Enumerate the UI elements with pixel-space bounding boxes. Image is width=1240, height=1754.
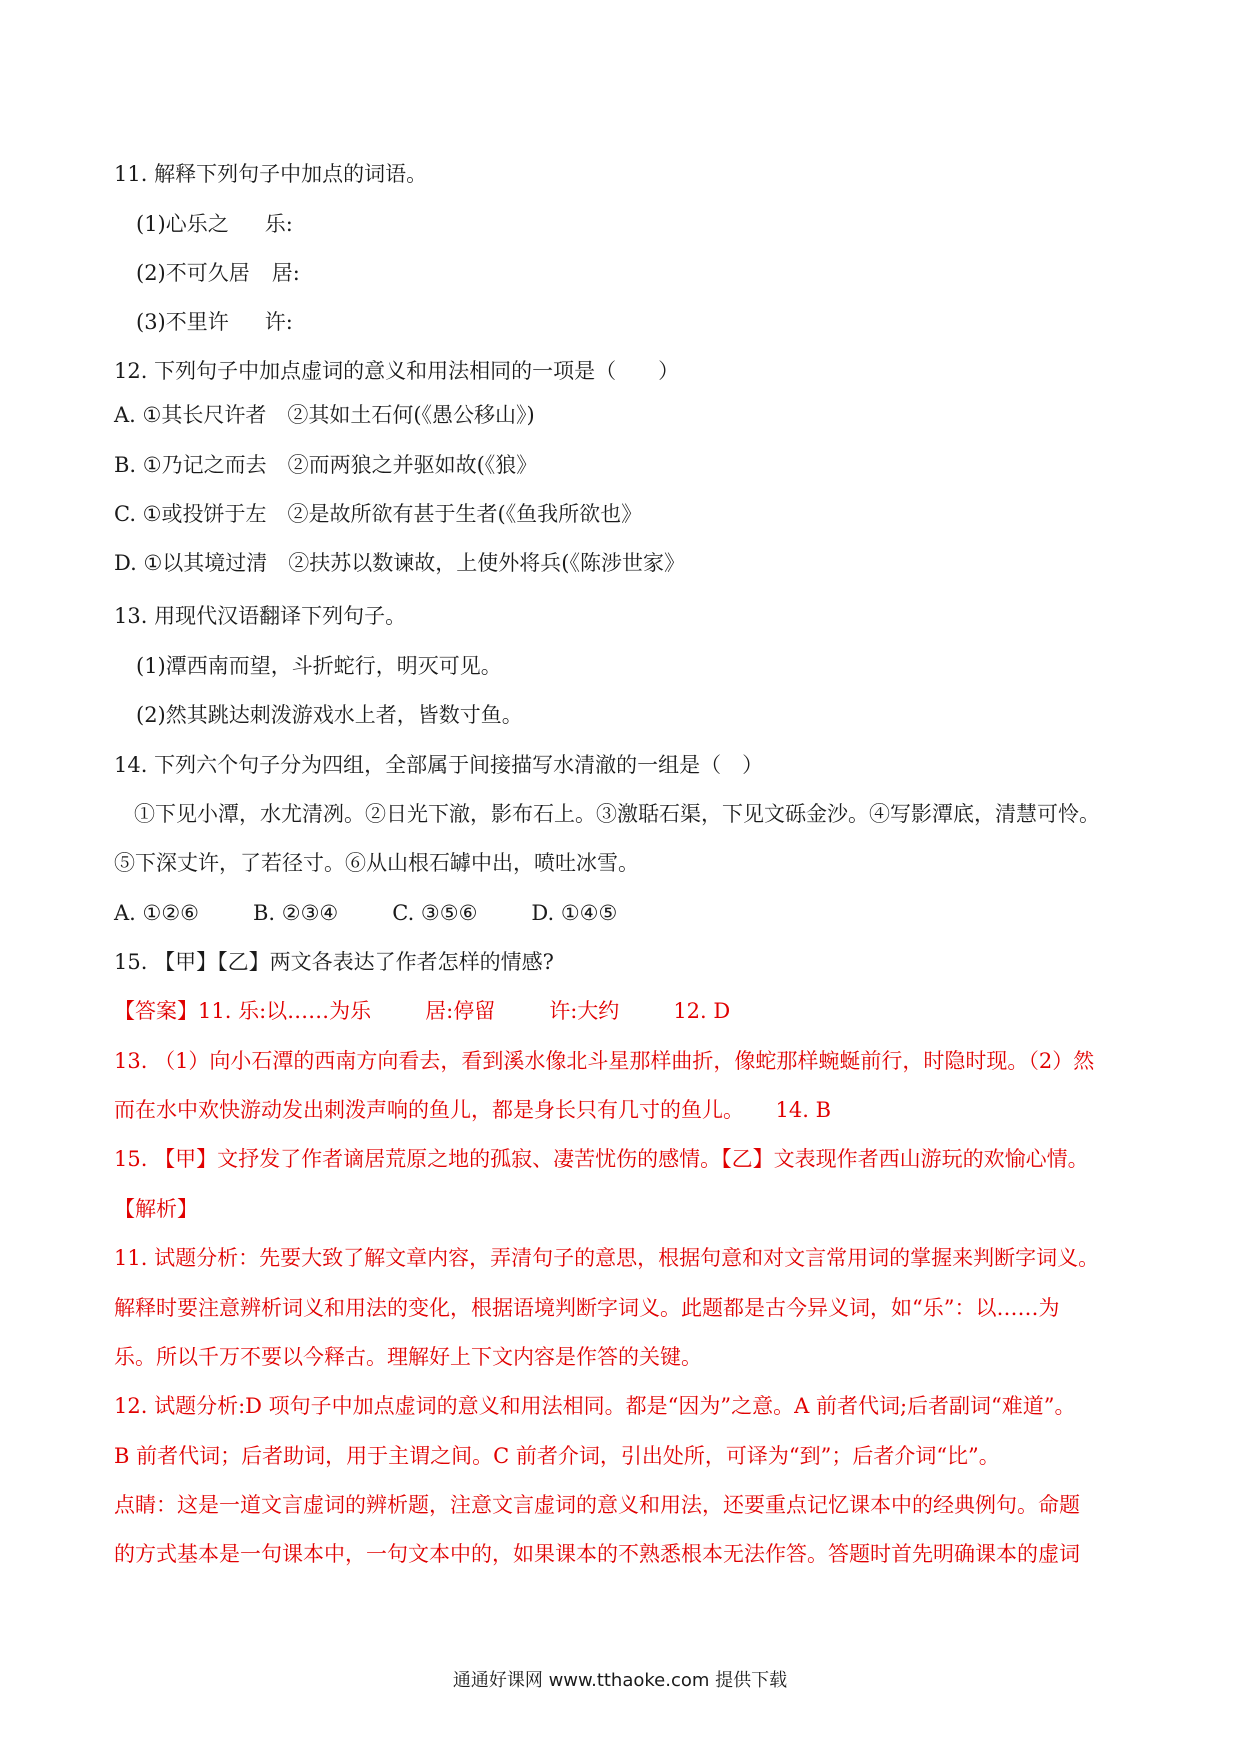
q14-option-a: A. ①②⑥ <box>114 901 199 925</box>
answer-11-ju: 居:停留 <box>425 999 496 1023</box>
q13-item-2: (2)然其跳达刺泼游戏水上者，皆数寸鱼。 <box>136 703 523 727</box>
page-footer: 通通好课网 www.tthaoke.com 提供下载 <box>452 1670 788 1691</box>
answer-12: 12. D <box>673 999 731 1023</box>
q13-item-1: (1)潭西南而望，斗折蛇行，明灭可见。 <box>136 654 502 678</box>
answer-line-3: 而在水中欢快游动发出刺泼声响的鱼儿，都是身长只有几寸的鱼儿。 14. B <box>114 1098 832 1122</box>
analysis-tag: 【解析】 <box>114 1197 198 1221</box>
answer-line-1 <box>114 997 730 1025</box>
analysis-11-line-1: 11. 试题分析：先要大致了解文章内容，弄清句子的意思，根据句意和对文言常用词的掌握来判断字词义。 <box>114 1246 1100 1270</box>
q12-option-c: C. ①或投饼于左 ②是故所欲有甚于生者(《鱼我所欲也》 <box>114 502 643 526</box>
answer-11-xu: 许:大约 <box>549 999 620 1023</box>
q12-option-b: B. ①乃记之而去 ②而两狼之并驱如故(《狼》 <box>114 453 538 477</box>
q12-title: 12. 下列句子中加点虚词的意义和用法相同的一项是（ ） <box>114 359 680 383</box>
analysis-12-line-2: B 前者代词；后者助词，用于主谓之间。C 前者介词，引出处所，可译为“到”；后者介词“比”。 <box>114 1444 1000 1468</box>
analysis-tip-line-2: 的方式基本是一句课本中，一句文本中的，如果课本的不熟悉根本无法作答。答题时首先明确课本的虚词 <box>114 1542 1080 1566</box>
q11-item-2-word: 居: <box>271 261 300 285</box>
q11-item-1-phrase: (1)心乐之 <box>136 212 229 236</box>
answer-tag: 【答案】 <box>114 999 198 1023</box>
q14-option-d: D. ①④⑤ <box>531 901 618 925</box>
answer-11-le: 11. 乐:以……为乐 <box>198 999 372 1023</box>
q14-sentences-line-1: ①下见小潭，水尤清冽。②日光下澈，影布石上。③激聒石渠，下见文砾金沙。④写影潭底，清慧可怜。 <box>134 802 1100 826</box>
q11-item-2-phrase: (2)不可久居 <box>136 261 250 285</box>
q11-item-3-phrase: (3)不里许 <box>136 310 229 334</box>
q11-item-1 <box>136 210 293 238</box>
q11-title: 11. 解释下列句子中加点的词语。 <box>114 162 428 186</box>
answer-line-2: 13. （1）向小石潭的西南方向看去，看到溪水像北斗星那样曲折，像蛇那样蜿蜒前行，时隐时现。（2）然 <box>114 1049 1095 1073</box>
q14-sentences-line-2: ⑤下深丈许，了若径寸。⑥从山根石罅中出，喷吐冰雪。 <box>114 851 639 875</box>
analysis-11-line-3: 乐。所以千万不要以今释古。理解好上下文内容是作答的关键。 <box>114 1345 702 1369</box>
q14-option-c: C. ③⑤⑥ <box>392 901 478 925</box>
q15-title: 15. 【甲】【乙】两文各表达了作者怎样的情感? <box>114 950 554 974</box>
analysis-11-line-2: 解释时要注意辨析词义和用法的变化，根据语境判断字词义。此题都是古今异义词，如“乐”：以……为 <box>114 1296 1060 1320</box>
answer-line-4: 15. 【甲】文抒发了作者谪居荒原之地的孤寂、凄苦忧伤的感情。【乙】文表现作者西山游玩的欢愉心情。 <box>114 1147 1089 1171</box>
q12-option-d: D. ①以其境过清 ②扶苏以数谏故，上使外将兵(《陈涉世家》 <box>114 551 685 575</box>
q14-options <box>114 899 617 927</box>
q11-item-3 <box>136 308 293 336</box>
analysis-tip-line-1: 点睛：这是一道文言虚词的辨析题，注意文言虚词的意义和用法，还要重点记忆课本中的经典例句。命题 <box>114 1493 1080 1517</box>
q11-item-3-word: 许: <box>264 310 293 334</box>
q14-title: 14. 下列六个句子分为四组，全部属于间接描写水清澈的一组是（ ） <box>114 753 764 777</box>
q11-item-2 <box>136 259 300 287</box>
analysis-12-line-1: 12. 试题分析:D 项句子中加点虚词的意义和用法相同。都是“因为”之意。A 前者代词;后者副词“难道”。 <box>114 1394 1076 1418</box>
q11-item-1-word: 乐: <box>264 212 293 236</box>
q13-title: 13. 用现代汉语翻译下列句子。 <box>114 604 407 628</box>
q14-option-b: B. ②③④ <box>253 901 339 925</box>
q12-option-a: A. ①其长尺许者 ②其如土石何(《愚公移山》) <box>114 403 535 427</box>
